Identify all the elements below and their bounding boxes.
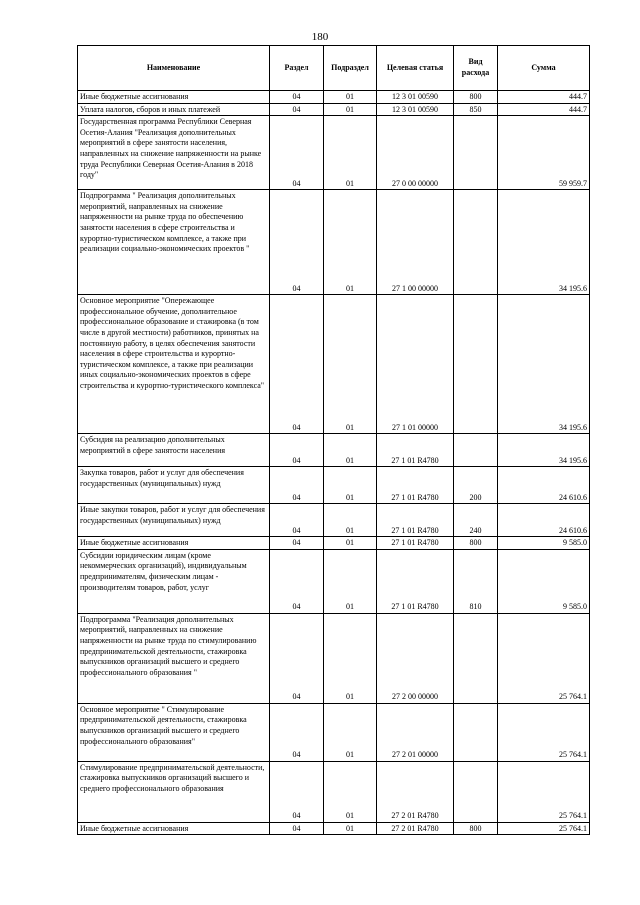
cell-expense-type: 850 bbox=[454, 103, 498, 116]
cell-target: 27 1 00 00000 bbox=[377, 190, 454, 295]
cell-name: Государственная программа Республики Северная Осетия-Алания "Реализация дополнительных мероприятий в сфере занятости населения, направленных на снижение напряженности на рынке труда Республики Северная Осетия-Алания в 2018 году" bbox=[78, 116, 270, 190]
cell-section: 04 bbox=[270, 103, 324, 116]
cell-target: 27 1 01 R4780 bbox=[377, 537, 454, 550]
cell-target: 27 1 01 00000 bbox=[377, 295, 454, 434]
cell-amount: 25 764.1 bbox=[498, 822, 590, 835]
cell-expense-type bbox=[454, 190, 498, 295]
cell-expense-type: 200 bbox=[454, 467, 498, 504]
cell-target: 27 1 01 R4780 bbox=[377, 549, 454, 613]
table-row bbox=[78, 761, 590, 822]
cell-section: 04 bbox=[270, 703, 324, 761]
cell-amount: 9 585.0 bbox=[498, 537, 590, 550]
cell-target: 27 2 00 00000 bbox=[377, 613, 454, 703]
cell-name: Стимулирование предпринимательской деятельности, стажировка выпускников организаций высшего и среднего профессионального образования bbox=[78, 761, 270, 822]
cell-expense-type bbox=[454, 116, 498, 190]
cell-subsection: 01 bbox=[324, 116, 377, 190]
cell-expense-type bbox=[454, 295, 498, 434]
cell-name: Закупка товаров, работ и услуг для обеспечения государственных (муниципальных) нужд bbox=[78, 467, 270, 504]
cell-expense-type bbox=[454, 613, 498, 703]
cell-section: 04 bbox=[270, 190, 324, 295]
cell-amount: 25 764.1 bbox=[498, 703, 590, 761]
table-header-row bbox=[78, 46, 590, 91]
page-number: 180 bbox=[311, 31, 329, 43]
cell-name: Иные бюджетные ассигнования bbox=[78, 91, 270, 104]
cell-name: Основное мероприятие " Стимулирование предпринимательской деятельности, стажировка выпускников организаций высшего и среднего профессионального образования" bbox=[78, 703, 270, 761]
header-amount: Сумма bbox=[498, 46, 590, 91]
cell-name: Уплата налогов, сборов и иных платежей bbox=[78, 103, 270, 116]
cell-amount: 444.7 bbox=[498, 103, 590, 116]
cell-name: Подпрограмма " Реализация дополнительных мероприятий, направленных на снижение напряженности на рынке труда по обеспечению занятости населения в сфере строительства и курортно-туристическом комплексе, а также при реализации социально-экономических проектов " bbox=[78, 190, 270, 295]
table-row bbox=[78, 703, 590, 761]
cell-name: Иные закупки товаров, работ и услуг для обеспечения государственных (муниципальных) нужд bbox=[78, 504, 270, 537]
cell-expense-type: 800 bbox=[454, 822, 498, 835]
cell-name: Субсидия на реализацию дополнительных мероприятий в сфере занятости населения bbox=[78, 434, 270, 467]
cell-amount: 34 195.6 bbox=[498, 434, 590, 467]
budget-table bbox=[77, 45, 590, 835]
cell-amount: 34 195.6 bbox=[498, 190, 590, 295]
cell-subsection: 01 bbox=[324, 295, 377, 434]
table-row bbox=[78, 467, 590, 504]
header-subsection: Подраздел bbox=[324, 46, 377, 91]
cell-section: 04 bbox=[270, 91, 324, 104]
cell-amount: 25 764.1 bbox=[498, 613, 590, 703]
header-target: Целевая статья bbox=[377, 46, 454, 91]
cell-subsection: 01 bbox=[324, 467, 377, 504]
table-row bbox=[78, 613, 590, 703]
cell-target: 27 2 01 R4780 bbox=[377, 822, 454, 835]
cell-name: Иные бюджетные ассигнования bbox=[78, 822, 270, 835]
table-row bbox=[78, 91, 590, 104]
table-row bbox=[78, 504, 590, 537]
cell-section: 04 bbox=[270, 613, 324, 703]
cell-amount: 34 195.6 bbox=[498, 295, 590, 434]
header-name: Наименование bbox=[78, 46, 270, 91]
cell-name: Подпрограмма "Реализация дополнительных мероприятий, направленных на снижение напряженности на рынке труда по стимулированию предпринимательской деятельности, стажировка выпускников организаций высшего и среднего профессионального образования " bbox=[78, 613, 270, 703]
cell-subsection: 01 bbox=[324, 537, 377, 550]
table-row bbox=[78, 295, 590, 434]
cell-section: 04 bbox=[270, 116, 324, 190]
cell-section: 04 bbox=[270, 434, 324, 467]
cell-subsection: 01 bbox=[324, 190, 377, 295]
cell-subsection: 01 bbox=[324, 822, 377, 835]
cell-name: Иные бюджетные ассигнования bbox=[78, 537, 270, 550]
cell-target: 27 0 00 00000 bbox=[377, 116, 454, 190]
table-row bbox=[78, 822, 590, 835]
cell-amount: 444.7 bbox=[498, 91, 590, 104]
cell-subsection: 01 bbox=[324, 504, 377, 537]
cell-subsection: 01 bbox=[324, 434, 377, 467]
cell-section: 04 bbox=[270, 504, 324, 537]
cell-section: 04 bbox=[270, 822, 324, 835]
cell-amount: 24 610.6 bbox=[498, 504, 590, 537]
cell-section: 04 bbox=[270, 295, 324, 434]
cell-expense-type: 800 bbox=[454, 537, 498, 550]
cell-expense-type: 810 bbox=[454, 549, 498, 613]
cell-target: 27 1 01 R4780 bbox=[377, 504, 454, 537]
table-row bbox=[78, 537, 590, 550]
cell-section: 04 bbox=[270, 549, 324, 613]
cell-section: 04 bbox=[270, 467, 324, 504]
cell-expense-type bbox=[454, 434, 498, 467]
cell-subsection: 01 bbox=[324, 761, 377, 822]
cell-amount: 24 610.6 bbox=[498, 467, 590, 504]
cell-section: 04 bbox=[270, 761, 324, 822]
cell-name: Субсидии юридическим лицам (кроме некоммерческих организаций), индивидуальным предпринимателям, физическим лицам - производителям товаров, работ, услуг bbox=[78, 549, 270, 613]
cell-expense-type bbox=[454, 703, 498, 761]
cell-target: 27 2 01 00000 bbox=[377, 703, 454, 761]
cell-target: 27 1 01 R4780 bbox=[377, 467, 454, 504]
cell-target: 27 2 01 R4780 bbox=[377, 761, 454, 822]
cell-name: Основное мероприятие "Опережающее профессиональное обучение, дополнительное профессиональное образование и стажировка (в том числе в другой местности) работников, принятых на постоянную работу, в целях обеспечения занятости населения в сфере строительства и курортно-туристическом комплексе, а также при реализации иных социально-экономических проектов в сфере строительства и курортно-туристического комплекса" bbox=[78, 295, 270, 434]
header-expense-type: Вид расхода bbox=[454, 46, 498, 91]
cell-amount: 59 959.7 bbox=[498, 116, 590, 190]
table-row bbox=[78, 434, 590, 467]
cell-subsection: 01 bbox=[324, 703, 377, 761]
cell-amount: 25 764.1 bbox=[498, 761, 590, 822]
cell-expense-type: 240 bbox=[454, 504, 498, 537]
cell-subsection: 01 bbox=[324, 549, 377, 613]
cell-target: 12 3 01 00590 bbox=[377, 103, 454, 116]
cell-subsection: 01 bbox=[324, 613, 377, 703]
cell-expense-type: 800 bbox=[454, 91, 498, 104]
cell-amount: 9 585.0 bbox=[498, 549, 590, 613]
cell-subsection: 01 bbox=[324, 91, 377, 104]
cell-target: 27 1 01 R4780 bbox=[377, 434, 454, 467]
cell-subsection: 01 bbox=[324, 103, 377, 116]
table-row bbox=[78, 549, 590, 613]
table-row bbox=[78, 190, 590, 295]
header-section: Раздел bbox=[270, 46, 324, 91]
cell-section: 04 bbox=[270, 537, 324, 550]
table-row bbox=[78, 103, 590, 116]
table-row bbox=[78, 116, 590, 190]
cell-target: 12 3 01 00590 bbox=[377, 91, 454, 104]
cell-expense-type bbox=[454, 761, 498, 822]
